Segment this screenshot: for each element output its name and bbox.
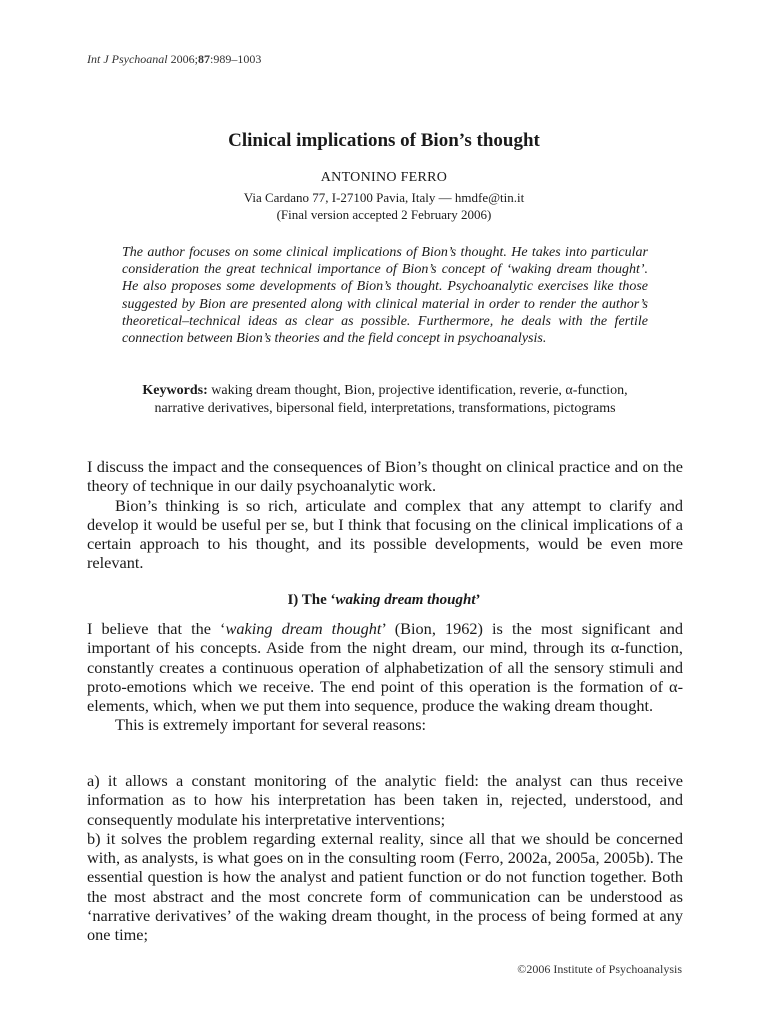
intro-paragraph-2: Bion’s thinking is so rich, articulate and complex that any attempt to clarify and develop it would be useful per se, but I think that focusing on the clinical implications of a certain approach to his thought, and its possible developments, would be even more relevant. — [87, 495, 683, 573]
section-heading — [0, 592, 768, 609]
journal-volume: 87 — [198, 52, 210, 66]
section-heading-suffix: ’ — [475, 592, 481, 608]
keywords — [120, 382, 650, 418]
keywords-text: waking dream thought, Bion, projective identification, reverie, α-function, narrative derivatives, bipersonal field, interpretations, transformations, pictograms — [154, 383, 628, 416]
list-item-b: b) it solves the problem regarding external reality, since all that we should be concerned with, as analysts, is what goes on in the consulting room (Ferro, 2002a, 2005a, 2005b). The essential question is how the analyst and patient function or do not function together. Both the most abstract and the most concrete form of communication can be understood as ‘narrative derivatives’ of the waking dream thought, in the process of being formed at any one time; — [87, 828, 683, 945]
reasons-list — [87, 771, 683, 945]
intro-section — [87, 457, 683, 573]
journal-citation — [87, 52, 261, 67]
section-heading-italic: waking dream thought — [335, 592, 476, 608]
journal-year: 2006; — [170, 52, 198, 66]
section-paragraph-1-rest: ’ (Bion, 1962) is the most significant and important of his concepts. Aside from the night dream, our mind, through its α-function, constantly creates a continuous operation of alphabetization of all the sensory stimuli and proto-emotions which we receive. The end point of this operation is the formation of α-elements, which, when we put them into sequence, produce the waking dream thought. — [87, 619, 684, 716]
author-name: ANTONINO FERRO — [320, 170, 448, 185]
section-paragraph-1-start: I believe that the ‘ — [87, 619, 226, 638]
author-address: Via Cardano 77, I-27100 Pavia, Italy — hmdfe@tin.it — [243, 190, 525, 205]
copyright-footer: ©2006 Institute of Psychoanalysis — [517, 962, 682, 976]
acceptance-note: (Final version accepted 2 February 2006) — [276, 207, 492, 222]
journal-pages: :989–1003 — [210, 52, 262, 66]
keywords-label: Keywords: — [142, 383, 208, 398]
section-body — [87, 619, 683, 735]
section-paragraph-1 — [87, 619, 683, 715]
section-paragraph-1-italic: waking dream thought — [225, 619, 382, 638]
abstract: The author focuses on some clinical implications of Bion’s thought. He takes into particular consideration the great technical importance of Bion’s concept of ‘waking dream thought’. He also proposes some developments of Bion’s thought. Psychoanalytic exercises like those suggested by Bion are presented along with clinical material in order to render the author’s theoretical–technical ideas as clear as possible. Furthermore, he deals with the fertile connection between Bion’s theories and the field concept in psychoanalysis. — [122, 245, 648, 347]
journal-name: Int J Psychoanal — [87, 52, 168, 66]
list-item-a: a) it allows a constant monitoring of the analytic field: the analyst can thus receive information as to how his interpretation has been taken in, rejected, understood, and consequently modulate his interpretative interventions; — [87, 771, 683, 829]
intro-paragraph-1: I discuss the impact and the consequences of Bion’s thought on clinical practice and on the theory of technique in our daily psychoanalytic work. — [87, 457, 683, 496]
section-paragraph-2: This is extremely important for several reasons: — [115, 715, 427, 735]
article-title: Clinical implications of Bion’s thought — [228, 130, 540, 151]
section-heading-prefix: I) The ‘ — [287, 592, 336, 608]
